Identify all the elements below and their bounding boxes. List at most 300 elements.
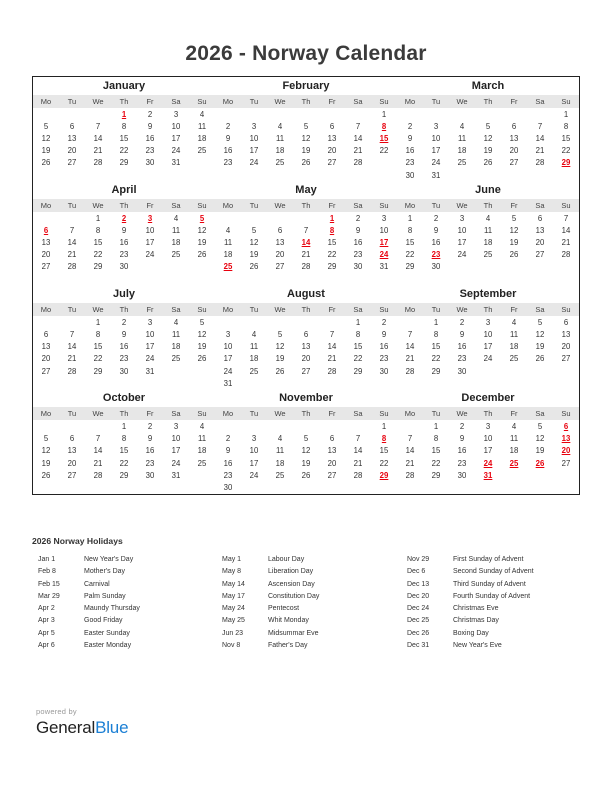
day-cell-empty (449, 273, 475, 285)
weekday-header-th: Th (111, 199, 137, 212)
day-cell: 19 (301, 146, 311, 156)
day-cell: 20 (301, 354, 311, 364)
day-cell: 22 (119, 458, 129, 468)
day-cell-empty (293, 108, 319, 120)
day-cell: 20 (561, 342, 571, 352)
holiday-date: Nov 8 (222, 642, 241, 650)
day-cell: 5 (43, 121, 49, 131)
day-cell: 20 (509, 146, 519, 156)
month-days-table (33, 407, 215, 493)
holiday-list-item (222, 554, 407, 566)
holiday-name: Whit Monday (268, 617, 309, 625)
holiday-name: Palm Sunday (84, 592, 126, 600)
day-cell: 9 (459, 330, 465, 340)
day-cell: 7 (407, 434, 413, 444)
day-cell: 30 (145, 470, 155, 480)
day-cell: 1 (407, 213, 413, 223)
day-cell-empty (553, 261, 579, 273)
day-cell: 5 (277, 330, 283, 340)
week-row (215, 353, 397, 365)
day-cell-empty (163, 377, 189, 389)
day-cell-empty (293, 169, 319, 181)
weekday-header-mo: Mo (33, 303, 59, 316)
day-cell-empty (215, 316, 241, 328)
day-cell: 20 (67, 146, 77, 156)
day-cell: 10 (457, 225, 467, 235)
day-cell: 31 (431, 170, 441, 180)
weekday-header-su: Su (553, 303, 579, 316)
day-cell: 1 (95, 317, 101, 327)
holiday-date: Dec 20 (407, 592, 430, 600)
day-cell: 4 (511, 317, 517, 327)
day-cell: 22 (431, 458, 441, 468)
month-row (33, 389, 579, 493)
day-cell-empty (267, 316, 293, 328)
weekday-header-sa: Sa (163, 95, 189, 108)
day-cell-empty (241, 108, 267, 120)
day-cell-empty (215, 108, 241, 120)
holiday-date: Apr 6 (38, 642, 55, 650)
day-cell-empty (137, 377, 163, 389)
holiday-name: Third Sunday of Advent (453, 580, 526, 588)
day-cell: 26 (41, 158, 51, 168)
week-row (397, 457, 579, 469)
week-row (397, 420, 579, 432)
day-cell-empty (371, 157, 397, 169)
day-cell-holiday: 29 (561, 158, 571, 168)
day-cell: 17 (171, 446, 181, 456)
powered-by-label: powered by (36, 707, 77, 716)
day-cell: 10 (379, 225, 389, 235)
day-cell: 5 (303, 121, 309, 131)
day-cell: 19 (535, 342, 545, 352)
day-cell: 1 (563, 109, 569, 119)
day-cell: 19 (275, 354, 285, 364)
weekday-header-fr: Fr (137, 303, 163, 316)
weekday-header-mo: Mo (215, 303, 241, 316)
day-cell: 21 (353, 146, 363, 156)
week-row (33, 316, 215, 328)
day-cell: 23 (145, 146, 155, 156)
footer-logo (36, 707, 128, 737)
holiday-date: Dec 24 (407, 605, 430, 613)
holiday-date: Apr 5 (38, 629, 55, 637)
day-cell: 6 (329, 434, 335, 444)
day-cell-empty (553, 273, 579, 285)
holiday-name: Ascension Day (268, 580, 315, 588)
holiday-list-item (407, 640, 580, 652)
day-cell-empty (241, 212, 267, 224)
day-cell: 22 (379, 458, 389, 468)
day-cell: 18 (223, 250, 233, 260)
day-cell: 17 (483, 342, 493, 352)
week-row (397, 469, 579, 481)
weekday-header-su: Su (553, 407, 579, 420)
day-cell-empty (293, 316, 319, 328)
day-cell: 12 (483, 133, 493, 143)
week-row (397, 481, 579, 493)
day-cell: 6 (329, 121, 335, 131)
holiday-date: Jan 1 (38, 556, 56, 563)
holiday-list-item (222, 591, 407, 603)
day-cell: 4 (173, 213, 179, 223)
weekday-header-th: Th (475, 407, 501, 420)
weekday-header-th: Th (293, 199, 319, 212)
day-cell: 18 (275, 458, 285, 468)
day-cell-empty (111, 377, 137, 389)
day-cell-empty (137, 169, 163, 181)
day-cell-empty (423, 377, 449, 389)
day-cell-empty (527, 365, 553, 377)
day-cell: 22 (119, 146, 129, 156)
day-cell-empty (137, 261, 163, 273)
day-cell: 16 (405, 146, 415, 156)
day-cell: 10 (145, 330, 155, 340)
day-cell: 19 (249, 250, 259, 260)
weekday-header-th: Th (111, 95, 137, 108)
day-cell: 19 (509, 238, 519, 248)
day-cell-empty (85, 108, 111, 120)
week-row (33, 365, 215, 377)
holiday-date: Feb 8 (38, 568, 56, 576)
day-cell: 26 (249, 262, 259, 272)
weekday-header-mo: Mo (397, 303, 423, 316)
holiday-name: Carnival (84, 580, 110, 588)
day-cell: 11 (509, 434, 519, 444)
day-cell: 29 (119, 470, 129, 480)
week-row (215, 261, 397, 273)
weekday-header-fr: Fr (319, 303, 345, 316)
day-cell: 23 (457, 354, 467, 364)
day-cell: 18 (509, 446, 519, 456)
day-cell: 31 (223, 378, 233, 388)
day-cell-empty (475, 273, 501, 285)
month-block-february (215, 77, 397, 181)
day-cell: 6 (303, 330, 309, 340)
weekday-header-sa: Sa (527, 407, 553, 420)
weekday-header-su: Su (189, 199, 215, 212)
day-cell: 27 (535, 250, 545, 260)
day-cell-empty (85, 377, 111, 389)
day-cell-empty (241, 420, 267, 432)
day-cell: 29 (405, 262, 415, 272)
day-cell: 12 (535, 330, 545, 340)
holiday-name: Midsummar Eve (268, 629, 319, 637)
month-days-table (33, 95, 215, 181)
day-cell: 27 (67, 470, 77, 480)
week-row (33, 169, 215, 181)
day-cell: 7 (69, 225, 75, 235)
week-row (397, 157, 579, 169)
day-cell: 18 (197, 133, 207, 143)
day-cell: 23 (457, 458, 467, 468)
weekday-header-row (33, 303, 215, 316)
day-cell-empty (267, 273, 293, 285)
day-cell: 30 (457, 470, 467, 480)
holiday-name: Easter Monday (84, 642, 132, 650)
day-cell: 11 (223, 238, 233, 248)
week-row (215, 469, 397, 481)
weekday-header-th: Th (111, 303, 137, 316)
day-cell: 3 (433, 121, 439, 131)
holiday-date: May 24 (222, 605, 245, 613)
day-cell: 29 (431, 470, 441, 480)
brand-general-text: General (36, 718, 96, 737)
day-cell: 28 (535, 158, 545, 168)
day-cell: 9 (459, 434, 465, 444)
weekday-header-sa: Sa (345, 199, 371, 212)
holiday-list-item (407, 628, 580, 640)
day-cell: 25 (483, 250, 493, 260)
brand-name (36, 718, 128, 737)
day-cell-empty (33, 420, 59, 432)
day-cell: 1 (433, 421, 439, 431)
day-cell: 2 (147, 421, 153, 431)
week-row (215, 341, 397, 353)
month-name: February (282, 80, 330, 92)
day-cell-empty (345, 481, 371, 493)
day-cell-empty (423, 481, 449, 493)
holidays-column-3 (407, 554, 580, 652)
weekday-header-th: Th (475, 303, 501, 316)
day-cell-empty (59, 212, 85, 224)
week-row (33, 224, 215, 236)
day-cell-empty (189, 365, 215, 377)
day-cell-empty (553, 377, 579, 389)
week-row (33, 353, 215, 365)
day-cell: 3 (251, 434, 257, 444)
day-cell-empty (293, 377, 319, 389)
day-cell-empty (371, 481, 397, 493)
month-block-october (33, 389, 215, 493)
day-cell: 3 (251, 121, 257, 131)
holiday-list-item (407, 591, 580, 603)
holiday-name: Easter Sunday (84, 629, 130, 637)
day-cell-empty (189, 261, 215, 273)
week-row (215, 224, 397, 236)
weekday-header-sa: Sa (163, 303, 189, 316)
day-cell: 16 (145, 133, 155, 143)
week-row (33, 420, 215, 432)
day-cell: 8 (121, 121, 127, 131)
day-cell: 14 (353, 446, 363, 456)
holiday-list-item (222, 640, 407, 652)
holiday-date: Dec 26 (407, 629, 430, 637)
week-row (215, 249, 397, 261)
week-row (33, 132, 215, 144)
month-days-table (215, 303, 397, 389)
weekday-header-tu: Tu (59, 95, 85, 108)
day-cell-empty (501, 108, 527, 120)
weekday-header-th: Th (111, 407, 137, 420)
day-cell-holiday: 29 (379, 470, 389, 480)
day-cell: 10 (483, 434, 493, 444)
day-cell-empty (189, 481, 215, 493)
day-cell-empty (449, 261, 475, 273)
day-cell: 14 (93, 446, 103, 456)
month-days-table (397, 303, 579, 389)
day-cell-empty (319, 481, 345, 493)
day-cell: 24 (171, 146, 181, 156)
day-cell: 3 (381, 213, 387, 223)
month-name: December (461, 392, 515, 405)
day-cell: 9 (121, 330, 127, 340)
day-cell-empty (475, 377, 501, 389)
day-cell: 1 (95, 213, 101, 223)
weekday-header-th: Th (475, 95, 501, 108)
day-cell-empty (527, 377, 553, 389)
holiday-list-item (38, 615, 222, 627)
month-name: January (102, 80, 146, 92)
weekday-header-mo: Mo (397, 407, 423, 420)
week-row (215, 481, 397, 493)
day-cell: 18 (457, 146, 467, 156)
day-cell: 11 (275, 446, 285, 456)
day-cell: 19 (197, 342, 207, 352)
page-title: 2026 - Norway Calendar (185, 42, 427, 65)
day-cell: 13 (67, 133, 77, 143)
day-cell-empty (449, 377, 475, 389)
day-cell: 13 (327, 446, 337, 456)
day-cell: 21 (561, 238, 571, 248)
day-cell-empty (501, 469, 527, 481)
weekday-header-tu: Tu (59, 407, 85, 420)
day-cell: 5 (199, 317, 205, 327)
holiday-name: New Year's Eve (453, 642, 502, 650)
day-cell: 4 (199, 421, 205, 431)
day-cell-empty (85, 481, 111, 493)
day-cell: 4 (173, 317, 179, 327)
day-cell: 16 (457, 342, 467, 352)
day-cell: 13 (275, 238, 285, 248)
day-cell-empty (527, 108, 553, 120)
week-row (33, 237, 215, 249)
day-cell: 20 (275, 250, 285, 260)
day-cell: 3 (147, 317, 153, 327)
day-cell: 25 (171, 354, 181, 364)
holiday-name: Constitution Day (268, 592, 320, 600)
holiday-name: Good Friday (84, 617, 123, 625)
day-cell: 8 (407, 225, 413, 235)
day-cell: 22 (353, 354, 363, 364)
day-cell-empty (475, 365, 501, 377)
day-cell-holiday: 1 (121, 109, 127, 119)
day-cell: 3 (459, 213, 465, 223)
holiday-name: Fourth Sunday of Advent (453, 592, 531, 600)
holiday-name: Boxing Day (453, 629, 489, 637)
day-cell: 4 (485, 213, 491, 223)
day-cell: 20 (41, 354, 51, 364)
day-cell: 27 (327, 158, 337, 168)
day-cell: 5 (537, 421, 543, 431)
weekday-header-row (397, 303, 579, 316)
month-block-september (397, 285, 579, 389)
day-cell: 2 (459, 317, 465, 327)
month-block-july (33, 285, 215, 389)
weekday-header-fr: Fr (319, 199, 345, 212)
day-cell-empty (215, 169, 241, 181)
day-cell-empty (163, 169, 189, 181)
day-cell: 16 (145, 446, 155, 456)
month-name: November (279, 392, 333, 405)
day-cell: 28 (327, 366, 337, 376)
day-cell-empty (423, 108, 449, 120)
day-cell: 12 (41, 446, 51, 456)
weekday-header-mo: Mo (33, 95, 59, 108)
month-block-march (397, 77, 579, 181)
day-cell: 30 (119, 262, 129, 272)
day-cell: 25 (171, 250, 181, 260)
day-cell: 21 (93, 458, 103, 468)
weekday-header-sa: Sa (345, 407, 371, 420)
week-row (33, 273, 215, 285)
day-cell: 12 (197, 330, 207, 340)
day-cell: 17 (223, 354, 233, 364)
day-cell: 12 (41, 133, 51, 143)
day-cell: 19 (301, 458, 311, 468)
month-block-january (33, 77, 215, 181)
week-row (33, 445, 215, 457)
day-cell: 7 (329, 330, 335, 340)
holiday-date: May 14 (222, 580, 245, 588)
day-cell: 26 (41, 470, 51, 480)
holidays-section-title: 2026 Norway Holidays (32, 536, 123, 546)
day-cell-empty (319, 420, 345, 432)
day-cell: 24 (249, 158, 259, 168)
day-cell: 26 (301, 470, 311, 480)
week-row (33, 481, 215, 493)
day-cell-empty (59, 377, 85, 389)
day-cell: 6 (511, 121, 517, 131)
day-cell-empty (241, 481, 267, 493)
day-cell: 22 (379, 146, 389, 156)
week-row (215, 120, 397, 132)
day-cell: 27 (41, 262, 51, 272)
week-row (33, 120, 215, 132)
weekday-header-fr: Fr (319, 95, 345, 108)
month-days-table (215, 199, 397, 285)
day-cell: 23 (405, 158, 415, 168)
day-cell-empty (85, 420, 111, 432)
day-cell-empty (293, 273, 319, 285)
week-row (215, 157, 397, 169)
weekday-header-sa: Sa (527, 303, 553, 316)
day-cell: 22 (93, 354, 103, 364)
day-cell: 4 (277, 121, 283, 131)
day-cell: 1 (355, 317, 361, 327)
day-cell-empty (189, 377, 215, 389)
day-cell-empty (553, 481, 579, 493)
week-row (397, 328, 579, 340)
day-cell-empty (85, 169, 111, 181)
day-cell-empty (59, 420, 85, 432)
weekday-header-sa: Sa (345, 303, 371, 316)
holiday-name: First Sunday of Advent (453, 556, 524, 563)
day-cell-empty (33, 316, 59, 328)
day-cell-holiday: 3 (147, 213, 153, 223)
day-cell-holiday: 25 (223, 262, 233, 272)
day-cell: 22 (327, 250, 337, 260)
day-cell-empty (345, 420, 371, 432)
day-cell: 9 (355, 225, 361, 235)
holidays-column-1 (32, 554, 222, 652)
day-cell-empty (553, 169, 579, 181)
weekday-header-th: Th (475, 199, 501, 212)
day-cell: 16 (119, 342, 129, 352)
day-cell: 21 (405, 458, 415, 468)
day-cell: 8 (95, 330, 101, 340)
day-cell: 21 (353, 458, 363, 468)
